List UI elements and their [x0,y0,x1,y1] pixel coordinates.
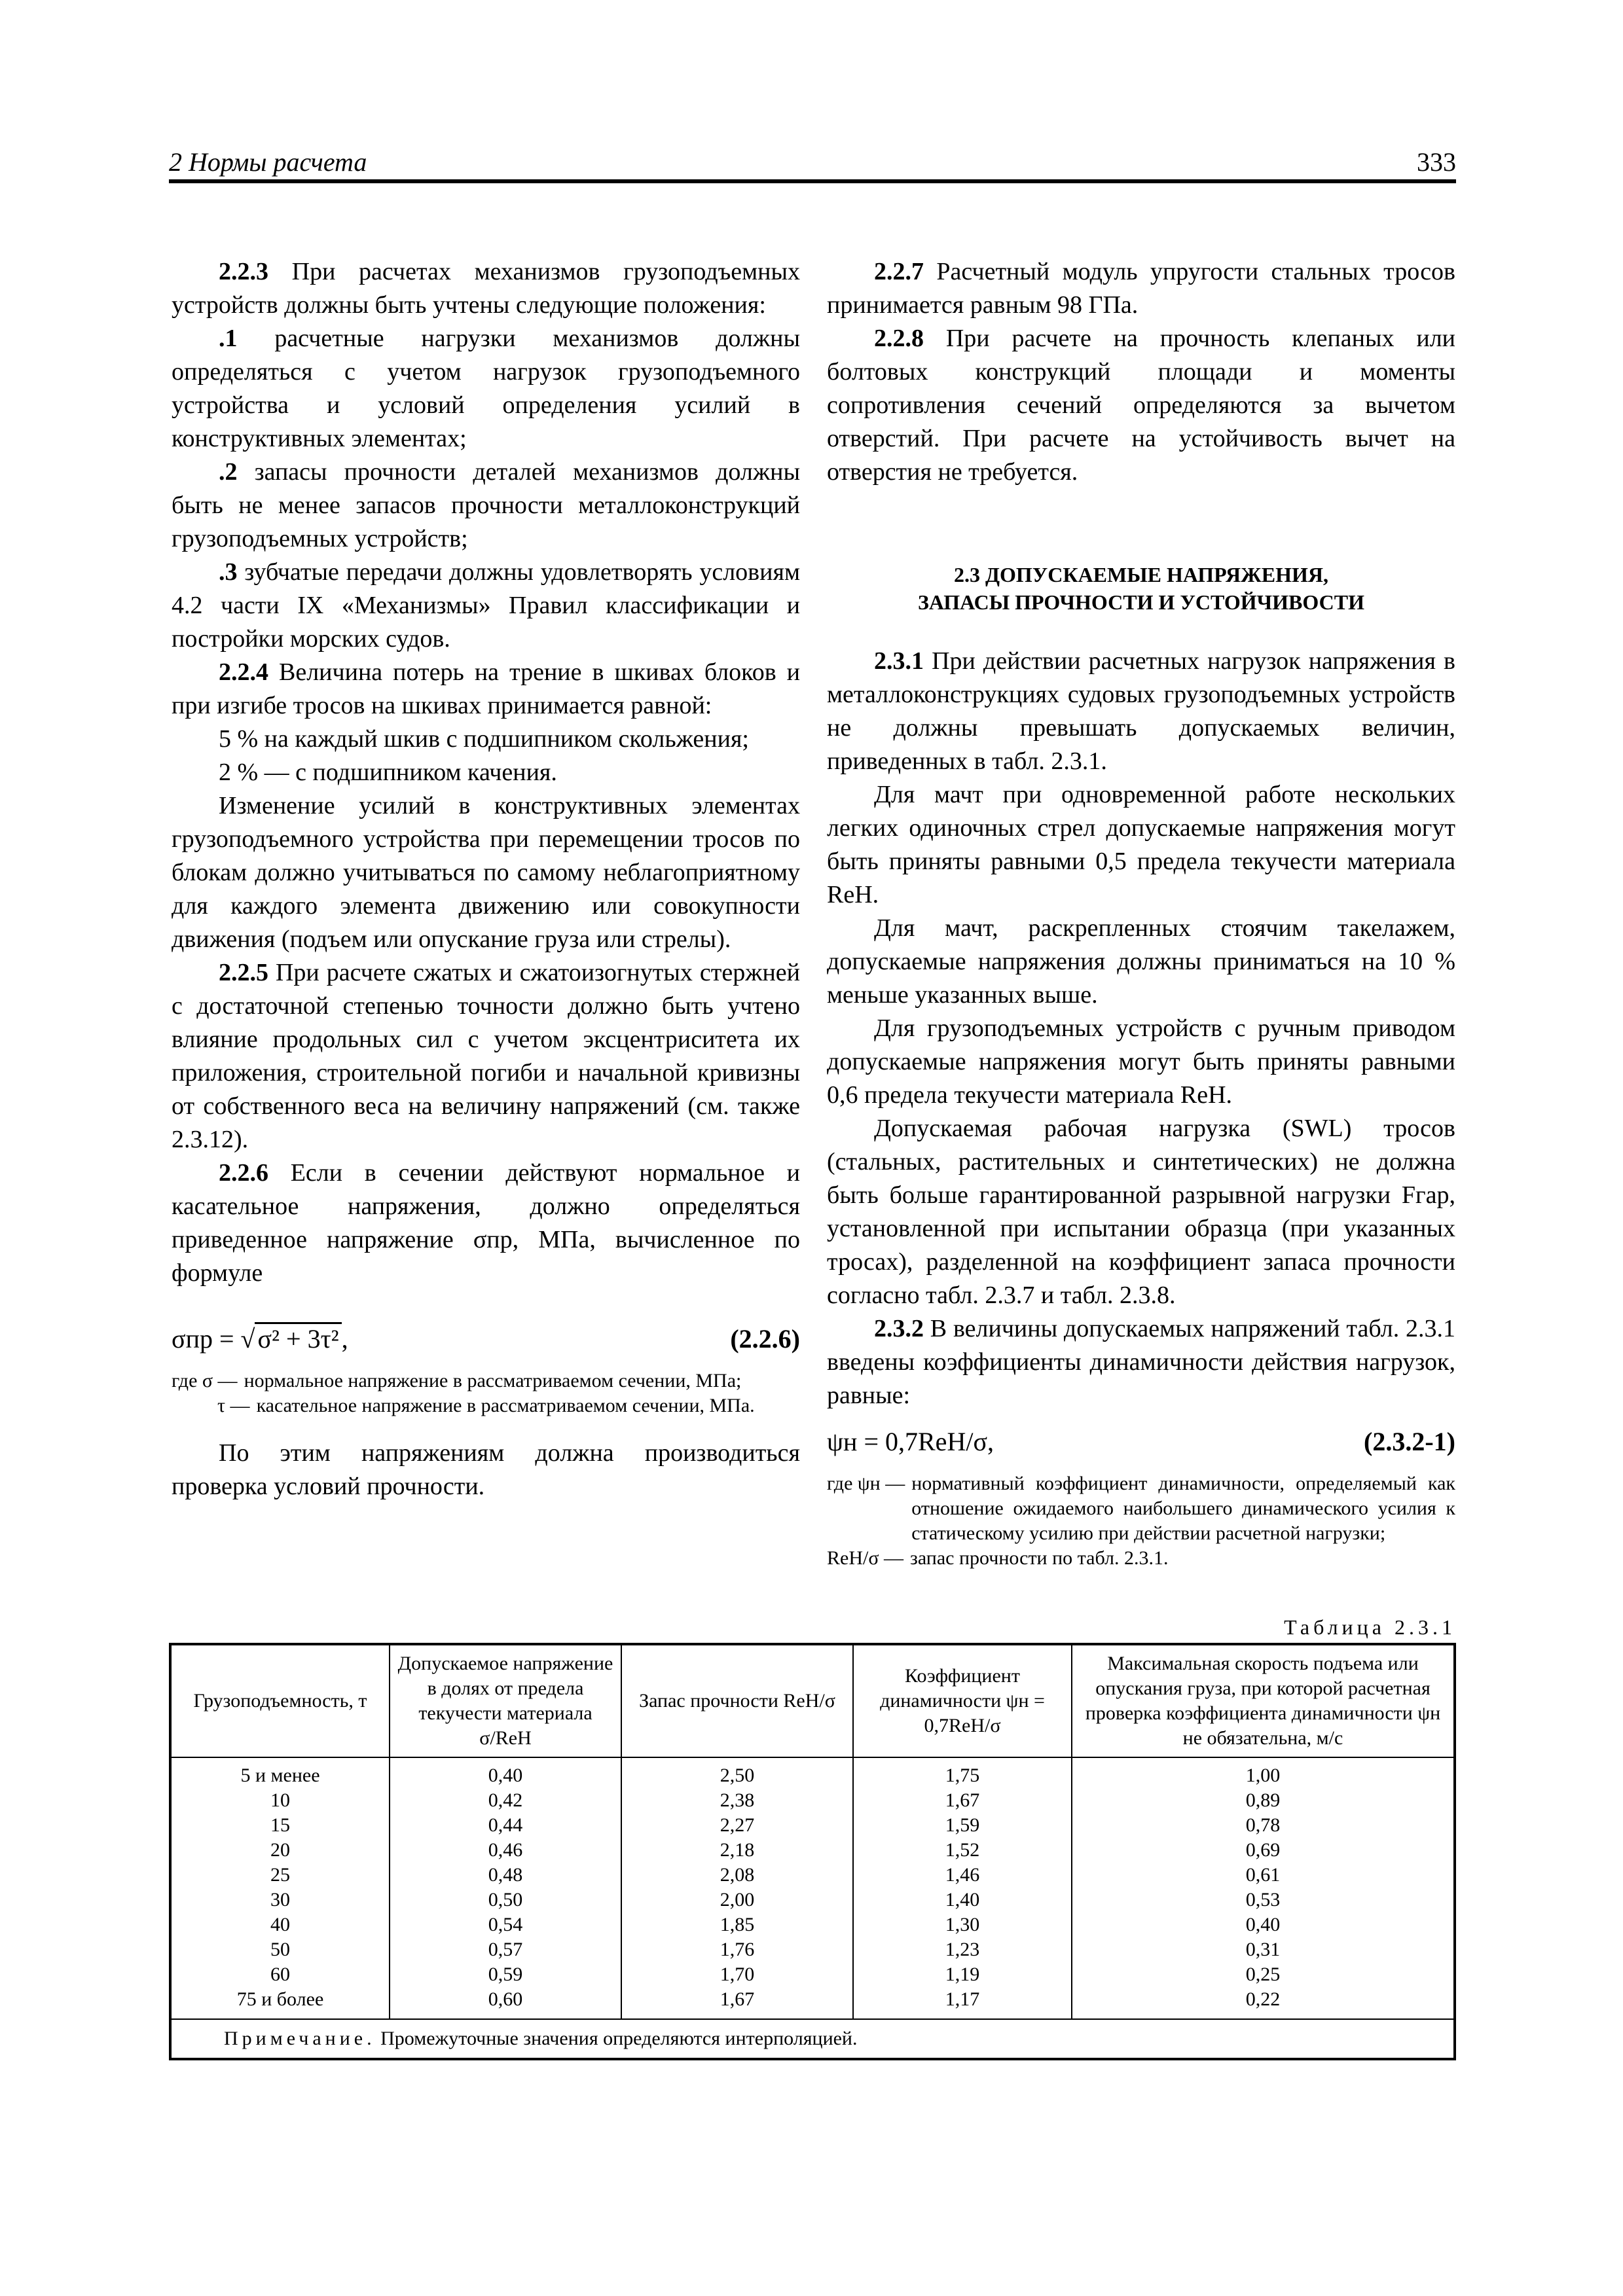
item-number: .1 [219,325,238,352]
table-header-row [170,1644,1455,1757]
clause-number: 2.2.5 [219,959,268,986]
table-cell: 1,30 [853,1912,1072,1937]
paragraph-text: При расчете на прочность клепаных или болтовых конструкций площади и моменты сопротивления сечений определяются за вычетом отверстий. При расчете на устойчивость вычет на отверстия не требуется. [827,325,1455,486]
running-title: 2 Нормы расчета [169,147,367,177]
column-header: Грузоподъемность, т [170,1644,390,1757]
formula-2-2-6 [172,1316,800,1362]
table-cell: 2,27 [621,1813,853,1838]
list-item-1 [172,322,800,456]
table-cell: 0,89 [1072,1788,1455,1813]
section-title-line-1: 2.3 ДОПУСКАЕМЫЕ НАПРЯЖЕНИЯ, [953,563,1329,586]
table-cell: 0,69 [1072,1838,1455,1863]
legend-text: нормативный коэффициент динамичности, определяемый как отношение ожидаемого наибольшего динамического усилия к статическому усилию при действии расчетной нагрузки; [911,1473,1455,1544]
paragraph-text: расчетные нагрузки механизмов должны определяться с учетом нагрузок грузоподъемного устройства и условий определения усилий в конструктивных элементах; [172,325,800,452]
legend-row-sigma [172,1369,800,1393]
note-text: Промежуточные значения определяются интерполяцией. [375,2028,858,2049]
table-cell: 0,54 [390,1912,621,1937]
table-2-3-1 [169,1643,1456,2060]
legend-symbol: где σ — [172,1370,238,1391]
table-cell: 1,75 [853,1757,1072,1788]
table-row [170,1888,1455,1912]
table-cell: 0,48 [390,1863,621,1888]
table-cell: 0,57 [390,1937,621,1962]
table-cell: 2,08 [621,1863,853,1888]
list-item-3 [172,556,800,656]
table-cell: 1,85 [621,1912,853,1937]
table-row [170,1863,1455,1888]
clause-number: 2.2.6 [219,1159,268,1187]
formula-expression [172,1316,348,1362]
column-header: Коэффициент динамичности ψн = 0,7ReH/σ [853,1644,1072,1757]
paragraph-manual-drive: Для грузоподъемных устройств с ручным приводом допускаемые напряжения могут быть приняты равными 0,6 предела текучести материала ReH. [827,1014,1455,1109]
note-label: Примечание. [224,2028,376,2049]
table-cell: 0,46 [390,1838,621,1863]
paragraph-strength-check: По этим напряжениям должна производиться проверка условий прочности. [172,1439,800,1500]
table-row [170,1937,1455,1962]
clause-number: 2.3.1 [874,647,924,675]
paragraph-2-2-8 [827,322,1455,489]
table-note [170,2019,1455,2059]
legend-symbol: τ — [217,1395,250,1416]
clause-number: 2.2.4 [219,658,268,686]
table-cell: 25 [170,1863,390,1888]
formula-2-3-2-1 [827,1419,1455,1465]
table-row [170,1757,1455,1788]
paragraph-swl-ropes: Допускаемая рабочая нагрузка (SWL) тросов (стальных, растительных и синтетических) не должна быть больше гарантированной разрывной нагрузки Fгар, установленной при испытании образца (при указанных тросах), разделенной на коэффициент запаса прочности согласно табл. 2.3.7 и табл. 2.3.8. [827,1115,1455,1309]
legend-text: запас прочности по табл. 2.3.1. [910,1547,1169,1569]
table-cell: 5 и менее [170,1757,390,1788]
table-row [170,1912,1455,1937]
table-row [170,1987,1455,2019]
column-header: Допускаемое напряжение в долях от предела текучести материала σ/ReH [390,1644,621,1757]
paragraph-2-3-1 [827,645,1455,778]
sqrt-sign: √ [240,1324,255,1354]
legend-symbol: ReH/σ — [827,1547,903,1569]
table-cell: 60 [170,1962,390,1987]
section-title-2-3 [827,561,1455,616]
table-cell: 1,23 [853,1937,1072,1962]
paragraph-2-2-7 [827,255,1455,322]
item-number: .3 [219,558,238,586]
table-cell: 0,40 [1072,1912,1455,1937]
paragraph-text: запасы прочности деталей механизмов должны быть не менее запасов прочности металлоконструкций грузоподъемных устройств; [172,458,800,552]
clause-number: 2.2.3 [219,258,268,285]
table-cell: 30 [170,1888,390,1912]
legend-row-psi [827,1471,1455,1546]
table-row [170,1788,1455,1813]
table-row [170,1838,1455,1863]
table-cell: 2,18 [621,1838,853,1863]
paragraph-2-2-5 [172,956,800,1157]
table-cell: 0,42 [390,1788,621,1813]
page-number: 333 [1417,147,1456,177]
table-cell: 0,61 [1072,1863,1455,1888]
paragraph-text: При расчетах механизмов грузоподъемных устройств должны быть учтены следующие положения: [172,258,800,319]
formula-expression: ψн = 0,7ReH/σ, [827,1427,994,1456]
table-cell: 50 [170,1937,390,1962]
table-cell: 1,19 [853,1962,1072,1987]
friction-loss-sliding: 5 % на каждый шкив с подшипником скольжения; [219,725,749,753]
paragraph-masts-light-booms: Для мачт при одновременной работе нескольких легких одиночных стрел допускаемые напряжения могут быть приняты равными 0,5 предела текучести материала ReH. [827,781,1455,908]
paragraph-2-2-3 [172,255,800,322]
clause-number: 2.2.7 [874,258,924,285]
table-cell: 1,59 [853,1813,1072,1838]
right-column [827,255,1455,1571]
table-cell: 1,00 [1072,1757,1455,1788]
column-header: Максимальная скорость подъема или опускания груза, при которой расчетная проверка коэффициента динамичности ψн не обязательна, м/с [1072,1644,1455,1757]
formula-legend [172,1369,800,1418]
legend-row-reh [827,1546,1455,1571]
clause-number: 2.3.2 [874,1315,924,1342]
friction-loss-rolling: 2 % — с подшипником качения. [219,759,557,786]
table-cell: 0,60 [390,1987,621,2019]
table-cell: 1,70 [621,1962,853,1987]
clause-number: 2.2.8 [874,325,924,352]
paragraph-masts-rigging: Для мачт, раскрепленных стоячим такелажем, допускаемые напряжения должны приниматься на 10 % меньше указанных выше. [827,914,1455,1009]
table-cell: 0,53 [1072,1888,1455,1912]
table-cell: 75 и более [170,1987,390,2019]
table-cell: 1,17 [853,1987,1072,2019]
paragraph-text: Расчетный модуль упругости стальных тросов принимается равным 98 ГПа. [827,258,1455,319]
paragraph-text: При расчете сжатых и сжатоизогнутых стержней с достаточной степенью точности должно быть учтено влияние продольных сил с учетом эксцентриситета их приложения, строительной погиби и начальной кривизны от собственного веса на величину напряжений (см. также 2.3.12). [172,959,800,1153]
paragraph-text: зубчатые передачи должны удовлетворять условиям 4.2 части IX «Механизмы» Правил классификации и постройки морских судов. [172,558,800,653]
paragraph-2-2-4 [172,656,800,723]
table-cell: 0,40 [390,1757,621,1788]
table-note-row [170,2019,1455,2059]
legend-text: касательное напряжение в рассматриваемом сечении, МПа. [256,1395,755,1416]
table-cell: 0,25 [1072,1962,1455,1987]
item-number: .2 [219,458,238,486]
formula-tail: , [341,1324,348,1354]
table-cell: 20 [170,1838,390,1863]
paragraph-2-3-2 [827,1312,1455,1412]
table-cell: 10 [170,1788,390,1813]
left-column [172,255,800,1503]
paragraph-force-change: Изменение усилий в конструктивных элементах грузоподъемного устройства при перемещении тросов по блокам должно учитываться по самому неблагоприятному для каждого элемента движению или совокупности движения (подъем или опускание груза или стрелы). [172,792,800,953]
table-cell: 0,44 [390,1813,621,1838]
table-cell: 2,38 [621,1788,853,1813]
legend-symbol: где ψн — [827,1473,905,1494]
formula-lhs: σпр = [172,1324,241,1354]
table-row [170,1813,1455,1838]
page-header [169,143,1456,183]
table-cell: 2,50 [621,1757,853,1788]
table-cell: 1,67 [853,1788,1072,1813]
table-cell: 0,31 [1072,1937,1455,1962]
paragraph-text: Если в сечении действуют нормальное и касательное напряжения, должно определяться приведенное напряжение σпр, МПа, вычисленное по формуле [172,1159,800,1287]
table-cell: 1,76 [621,1937,853,1962]
formula-number: (2.2.6) [730,1324,800,1354]
table-cell: 40 [170,1912,390,1937]
table-cell: 0,78 [1072,1813,1455,1838]
table-body [170,1757,1455,2059]
table-cell: 1,67 [621,1987,853,2019]
paragraph-text: При действии расчетных нагрузок напряжения в металлоконструкциях судовых грузоподъемных устройств не должны превышать допускаемых величин, приведенных в табл. 2.3.1. [827,647,1455,775]
table-caption: Таблица 2.3.1 [1284,1615,1456,1639]
table-cell: 2,00 [621,1888,853,1912]
legend-row-tau [172,1393,800,1418]
list-item-2 [172,456,800,556]
formula-number: (2.3.2-1) [1364,1427,1455,1456]
table-cell: 1,40 [853,1888,1072,1912]
formula-legend-right [827,1471,1455,1571]
paragraph-text: В величины допускаемых напряжений табл. 2.3.1 введены коэффициенты динамичности действия нагрузок, равные: [827,1315,1455,1409]
table-cell: 15 [170,1813,390,1838]
section-title-line-2: ЗАПАСЫ ПРОЧНОСТИ И УСТОЙЧИВОСТИ [917,590,1364,614]
table-cell: 0,22 [1072,1987,1455,2019]
table-cell: 1,52 [853,1838,1072,1863]
column-header: Запас прочности ReH/σ [621,1644,853,1757]
table-row [170,1962,1455,1987]
paragraph-text: Величина потерь на трение в шкивах блоков и при изгибе тросов на шкивах принимается равной: [172,658,800,719]
legend-text: нормальное напряжение в рассматриваемом сечении, МПа; [244,1370,742,1391]
paragraph-2-2-6 [172,1157,800,1290]
formula-radicand: σ² + 3τ² [255,1322,341,1354]
table-cell: 0,50 [390,1888,621,1912]
table-cell: 1,46 [853,1863,1072,1888]
table-cell: 0,59 [390,1962,621,1987]
